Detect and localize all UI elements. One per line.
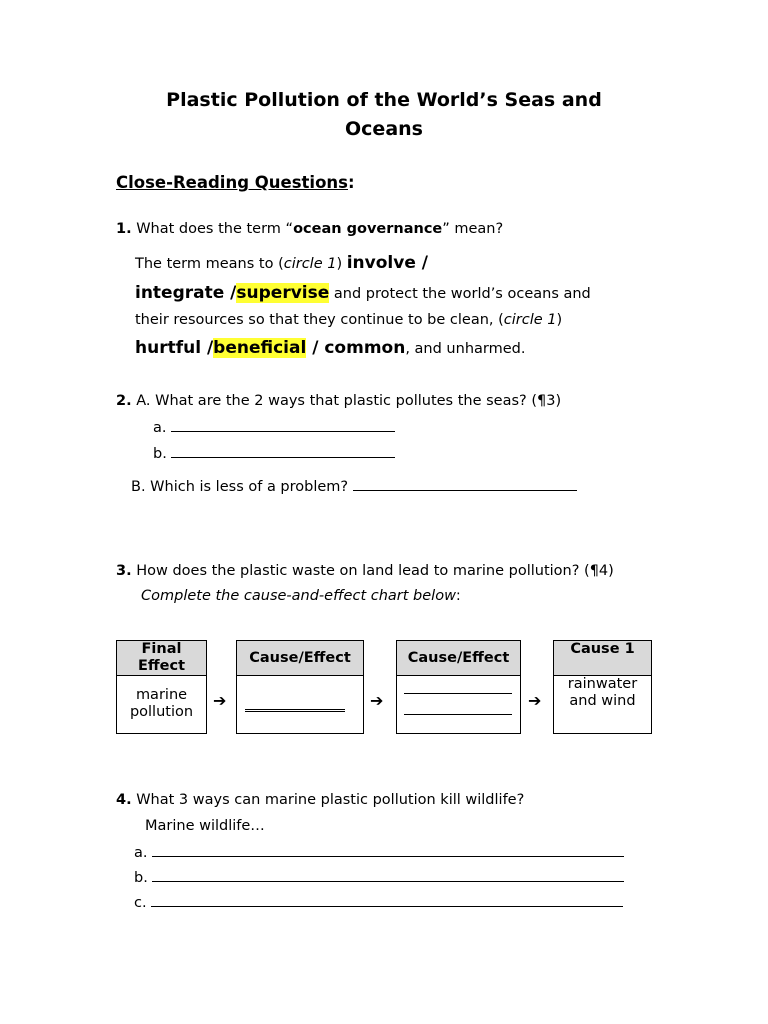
chart-instruction: Complete the cause-and-effect chart below <box>141 588 456 604</box>
chart-box-final-effect <box>116 640 207 734</box>
title-line-2: Oceans <box>345 118 423 140</box>
answer-blank-2a[interactable] <box>171 419 395 432</box>
answer-1-line-2 <box>135 283 591 303</box>
option-common[interactable]: / common <box>306 338 406 358</box>
section-heading <box>116 173 355 192</box>
question-4-item-c <box>134 894 623 911</box>
answer-1-line1-pre: The term means to ( <box>135 256 284 272</box>
question-2-part-b <box>131 478 577 495</box>
answer-1-line3-post: ) <box>556 312 563 328</box>
question-1-term: ocean governance <box>293 221 443 237</box>
answer-1-line2-post: and protect the world’s oceans and <box>329 286 591 302</box>
answer-1-line-1 <box>135 253 428 273</box>
question-2-part-b-text: B. Which is less of a problem? <box>131 479 349 495</box>
question-4 <box>116 792 524 808</box>
answer-blank-4c[interactable] <box>151 894 623 907</box>
item-a-label: a. <box>153 420 167 436</box>
answer-blank-4b[interactable] <box>152 869 624 882</box>
item-b-label: b. <box>153 446 167 462</box>
item-c-label: c. <box>134 895 147 911</box>
chart-box-cause-1-body: rainwater and wind <box>567 676 638 709</box>
answer-blank-4a[interactable] <box>152 844 624 857</box>
chart-box-cause-effect-2-body <box>397 676 520 733</box>
question-1-number: 1. <box>116 221 132 237</box>
answer-blank-2-part-b[interactable] <box>353 478 577 491</box>
chart-box-cause-effect-2 <box>396 640 521 734</box>
chart-box-final-effect-body: marine pollution <box>129 687 194 720</box>
question-2 <box>116 393 561 409</box>
question-3-number: 3. <box>116 563 132 579</box>
item-a-label: a. <box>134 845 148 861</box>
answer-line-cause-effect-2a[interactable] <box>404 693 512 694</box>
answer-blank-2b[interactable] <box>171 445 395 458</box>
chart-box-cause-effect-2-header: Cause/Effect <box>397 641 520 676</box>
question-2-item-b <box>153 445 395 462</box>
circle-instruction-2: circle 1 <box>503 312 557 328</box>
arrow-1-icon: ➔ <box>213 691 227 710</box>
question-4-lead: Marine wildlife… <box>145 818 265 834</box>
section-heading-label: Close-Reading Questions <box>116 173 348 192</box>
answer-1-line-3 <box>135 312 562 328</box>
option-hurtful[interactable]: hurtful / <box>135 338 214 358</box>
answer-1-line1-post: ) <box>336 256 347 272</box>
answer-line-cause-effect-1[interactable] <box>245 709 345 712</box>
arrow-3-icon: ➔ <box>528 691 542 710</box>
question-4-item-a <box>134 844 624 861</box>
chart-box-final-effect-header: Final Effect <box>117 641 206 676</box>
question-4-item-b <box>134 869 624 886</box>
answer-1-line3-pre: their resources so that they continue to be clean, ( <box>135 312 504 328</box>
chart-box-cause-1-header: Cause 1 <box>554 641 651 676</box>
chart-box-cause-effect-1-body <box>237 676 363 733</box>
question-4-text: What 3 ways can marine plastic pollution kill wildlife? <box>136 792 525 808</box>
question-1-text-pre: What does the term “ <box>136 221 294 237</box>
question-2-number: 2. <box>116 393 132 409</box>
question-1-text-post: ” mean? <box>442 221 504 237</box>
chart-box-cause-1 <box>553 640 652 734</box>
arrow-2-icon: ➔ <box>370 691 384 710</box>
question-3-instruction <box>141 588 461 604</box>
circle-instruction-1: circle 1 <box>283 256 337 272</box>
option-involve[interactable]: involve / <box>346 253 428 273</box>
question-2-item-a <box>153 419 395 436</box>
page-title <box>0 86 768 144</box>
question-4-number: 4. <box>116 792 132 808</box>
option-supervise[interactable]: supervise <box>236 283 330 303</box>
chart-box-cause-effect-1-header: Cause/Effect <box>237 641 363 676</box>
chart-box-cause-effect-1 <box>236 640 364 734</box>
question-2-text: A. What are the 2 ways that plastic pollutes the seas? (¶3) <box>136 393 562 409</box>
answer-line-cause-effect-2b[interactable] <box>404 714 512 715</box>
option-beneficial[interactable]: beneficial <box>213 338 307 358</box>
title-line-1: Plastic Pollution of the World’s Seas and <box>166 89 602 111</box>
question-1 <box>116 221 503 237</box>
answer-1-line-4 <box>135 338 525 358</box>
section-heading-colon: : <box>348 173 355 192</box>
item-b-label: b. <box>134 870 148 886</box>
question-3 <box>116 563 614 579</box>
option-integrate[interactable]: integrate / <box>135 283 237 303</box>
answer-1-line4-post: , and unharmed. <box>405 341 526 357</box>
chart-instruction-colon: : <box>455 588 461 604</box>
question-3-text: How does the plastic waste on land lead to marine pollution? (¶4) <box>136 563 614 579</box>
